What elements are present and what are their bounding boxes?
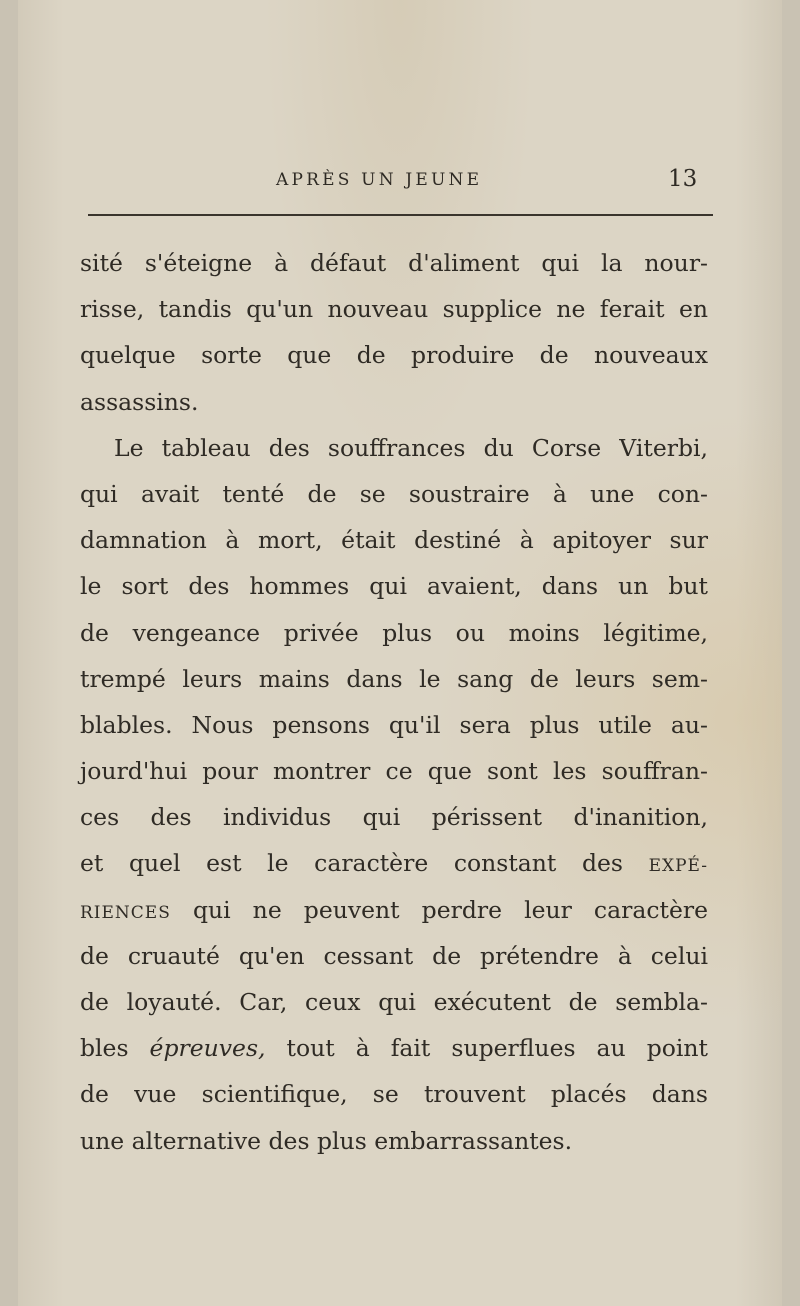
text-line: damnation à mort, était destiné à apitoyer sur [80,526,708,555]
text-line: blables. Nous pensons qu'il sera plus utile au- [80,710,708,739]
small-caps-text: RIENCES [80,902,171,923]
text-line [80,1025,708,1071]
running-header [18,166,782,196]
text-line: sité s'éteigne à défaut d'aliment qui la nour- [80,249,708,277]
text-line [80,887,708,933]
line-text: et quel est le caractère constant des [80,849,623,878]
text-line: qui avait tenté de se soustraire à une con- [80,479,708,508]
book-page [18,0,782,1306]
text-line: assassins. [80,387,199,416]
header-rule [88,214,713,216]
text-line: de vengeance privée plus ou moins légitime, [80,618,708,647]
italic-text: épreuves, [149,1034,266,1063]
text-line: le sort des hommes qui avaient, dans un but [80,572,708,601]
text-line [80,840,708,886]
page-number: 13 [668,166,698,192]
running-title: APRÈS UN JEUNE [276,170,483,190]
text-line: de cruauté qu'en cessant de prétendre à celui [80,941,708,970]
text-line: trempé leurs mains dans le sang de leurs sem- [80,664,708,693]
text-line: ces des individus qui périssent d'inanition, [80,803,708,832]
line-text: qui ne peuvent perdre leur caractère [192,895,708,924]
text-line: une alternative des plus embarrassantes. [80,1126,573,1155]
small-caps-text: EXPÉ- [648,856,708,877]
line-text: tout à fait superflues au point [286,1034,708,1063]
body-text [80,240,708,1164]
text-line: jourd'hui pour montrer ce que sont les souffran- [80,757,708,786]
text-line: quelque sorte que de produire de nouveaux [80,341,708,370]
text-line: Le tableau des souffrances du Corse Viterbi, [114,433,708,462]
line-text: bles [80,1034,129,1063]
text-line: risse, tandis qu'un nouveau supplice ne ferait en [80,295,708,324]
text-line: de vue scientifique, se trouvent placés dans [80,1080,708,1109]
text-line: de loyauté. Car, ceux qui exécutent de sembla- [80,988,708,1016]
